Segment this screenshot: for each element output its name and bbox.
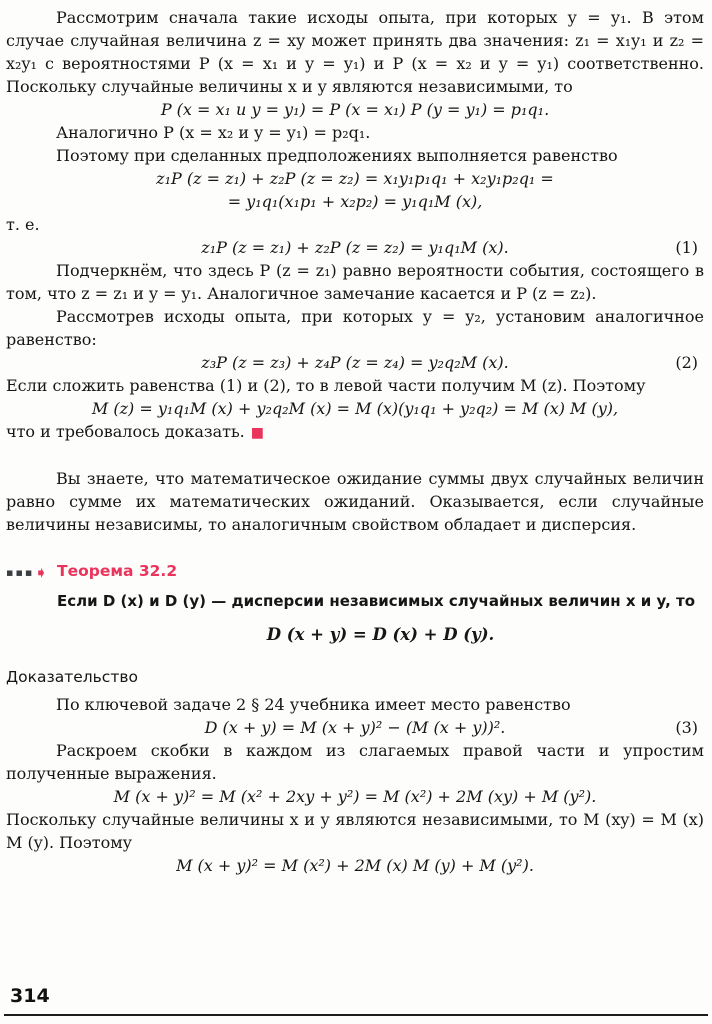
equation-2-number: (2) <box>675 353 698 372</box>
theorem-equation: D (x + y) = D (x) + D (y). <box>266 625 495 644</box>
equation-3-body: D (x + y) = M (x + y)² − (M (x + y))². <box>204 718 506 737</box>
paragraph-klyuchevaya: По ключевой задаче 2 § 24 учебника имеет место равенство <box>56 695 571 714</box>
numbered-equation-1 <box>6 236 704 259</box>
equation-1-body: z₁P (z = z₁) + z₂P (z = z₂) = y₁q₁M (x). <box>201 238 509 257</box>
paragraph-poskolku: Поскольку случайные величины x и y являются независимыми, то M (xy) = M (x) M (y). Поэтому <box>6 810 704 852</box>
qed-text: что и требовалось доказать. <box>6 422 245 441</box>
numbered-equation-3 <box>6 716 704 739</box>
marker-squares-icon: ▪▪▪ <box>6 566 35 579</box>
marker-arrow-icon: ➧ <box>34 563 48 582</box>
paragraph-analogichno: Аналогично P (x = x₂ и y = y₁) = p₂q₁. <box>56 123 371 142</box>
proof-label: Доказательство <box>6 668 138 686</box>
paragraph-podcherknem: Подчеркнём, что здесь P (z = z₁) равно вероятности события, состоящего в том, что z = z₁ и y = y₁. Аналогичное замечание касается и P (z = z₂). <box>6 261 704 303</box>
equation-final: M (x + y)² = M (x²) + 2M (x) M (y) + M (y²). <box>176 856 534 875</box>
paragraph-raskroem: Раскроем скобки в каждом из слагаемых правой части и упростим полученные выражения. <box>6 741 704 783</box>
section-gap <box>6 445 704 467</box>
equation-1-number: (1) <box>675 238 698 257</box>
equation-probability: P (x = x₁ и y = y₁) = P (x = x₁) P (y = y₁) = p₁q₁. <box>160 100 550 119</box>
equation-square-expansion: M (x + y)² = M (x² + 2xy + y²) = M (x²) + 2M (xy) + M (y²). <box>113 787 597 806</box>
page-number: 314 <box>10 985 50 1007</box>
theorem-statement: Если D (x) и D (y) — дисперсии независимых случайных величин x и y, то <box>57 592 696 610</box>
equation-expansion-line2: = y₁q₁(x₁p₁ + x₂p₂) = y₁q₁M (x), <box>227 192 483 211</box>
paragraph-vy-znaete: Вы знаете, что математическое ожидание суммы двух случайных величин равно сумме их математических ожиданий. Оказывается, если случайные величины независимы, то аналогичным свойством обладает и дисперсия. <box>6 469 704 534</box>
paragraph-qed-line <box>6 420 704 445</box>
paragraph-rassmotrev: Рассмотрев исходы опыта, при которых y = y₂, установим аналогичное равенство: <box>6 307 704 349</box>
equation-2-body: z₃P (z = z₃) + z₄P (z = z₄) = y₂q₂M (x). <box>201 353 509 372</box>
equation-mz-result: M (z) = y₁q₁M (x) + y₂q₂M (x) = M (x)(y₁q₁ + y₂q₂) = M (x) M (y), <box>91 399 619 418</box>
theorem-title: Теорема 32.2 <box>57 562 178 580</box>
paragraph-intro: Рассмотрим сначала такие исходы опыта, при которых y = y₁. В этом случае случайная величина z = xy может принять два значения: z₁ = x₁y₁ и z₂ = x₂y₁ с вероятностями P (x = x₁ и y = y₁) и P (x = x₂ и y = y₁) соответственно. Поскольку случайные величины x и y являются независимыми, то <box>6 8 704 96</box>
paragraph-poetomu: Поэтому при сделанных предположениях выполняется равенство <box>56 146 618 165</box>
equation-3-number: (3) <box>675 718 698 737</box>
theorem-block <box>6 560 704 646</box>
theorem-marker-icon <box>6 561 48 584</box>
numbered-equation-2 <box>6 351 704 374</box>
equation-expansion-line1: z₁P (z = z₁) + z₂P (z = z₂) = x₁y₁p₁q₁ + x₂y₁p₂q₁ = <box>156 169 554 188</box>
bottom-rule <box>4 1014 708 1017</box>
paragraph-te: т. е. <box>6 215 40 234</box>
paragraph-esli-slozhit: Если сложить равенства (1) и (2), то в левой части получим M (z). Поэтому <box>6 376 646 395</box>
qed-square-icon: ■ <box>250 425 264 441</box>
